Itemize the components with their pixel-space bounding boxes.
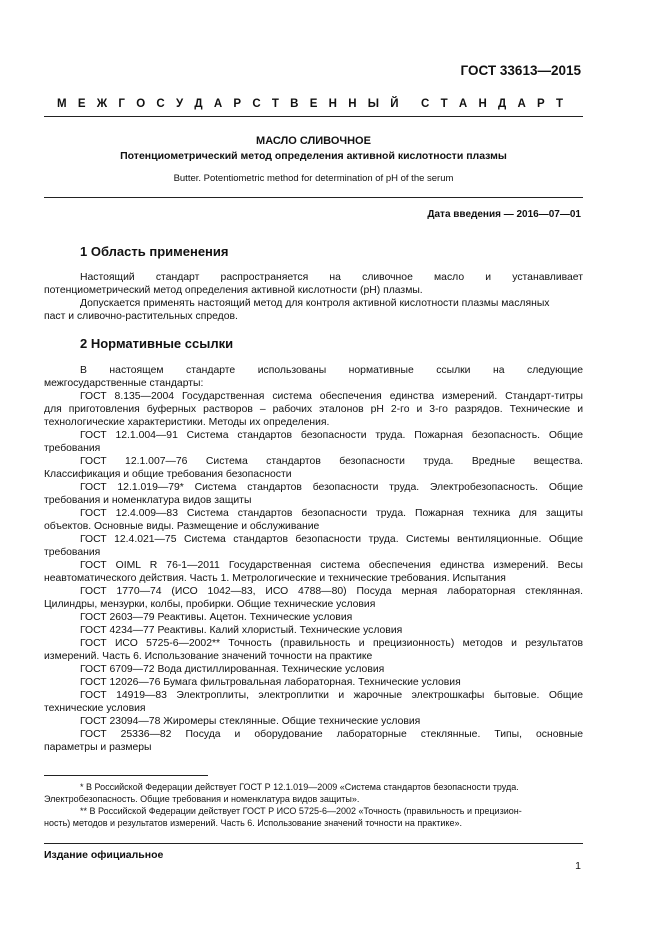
banner-letter: Т: [555, 98, 563, 110]
footnote-line: ность) методов и результатов измерений. Часть 6. Использование значений точности на практике».: [44, 818, 462, 828]
banner-letter: С: [252, 98, 261, 110]
reference-line: ГОСТ 12.1.019—79* Система стандартов безопасности труда. Электробезопасность. Общие: [80, 482, 583, 493]
reference-line: ГОСТ 23094—78 Жиромеры стеклянные. Общие технические условия: [80, 716, 421, 727]
reference-line: ГОСТ 6709—72 Вода дистиллированная. Технические условия: [80, 664, 385, 675]
banner-letter: Е: [309, 98, 318, 110]
section-1-body: [44, 271, 583, 323]
banner-letter: А: [458, 98, 468, 110]
banner-letter: О: [136, 98, 146, 110]
banner-letter: Н: [348, 98, 357, 110]
banner-letter: Д: [498, 98, 507, 110]
banner-letter: У: [175, 98, 184, 110]
reference-line: параметры и размеры: [44, 742, 152, 753]
page-number: 1: [575, 860, 581, 872]
reference-line: требования и номенклатура видов защиты: [44, 495, 252, 506]
section-2-body: [44, 364, 583, 754]
reference-line: ГОСТ 25336—82 Посуда и оборудование лабораторные стеклянные. Типы, основные: [80, 729, 583, 740]
banner-letter: Ы: [367, 98, 380, 110]
header-rule: [44, 116, 583, 117]
reference-line: ГОСТ 12.1.004—91 Система стандартов безопасности труда. Пожарная безопасность. Общие: [80, 430, 583, 441]
reference-line: объектов. Основные виды. Размещение и обслуживание: [44, 521, 320, 532]
edition-label: Издание официальное: [44, 849, 164, 861]
banner-letter: Г: [118, 98, 125, 110]
footer-rule: [44, 843, 583, 844]
reference-line: Классификация и общие требования безопасности: [44, 469, 292, 480]
reference-line: для приготовления буферных растворов – рабочих эталонов рН 2-го и 3-го разрядов. Технические и: [44, 404, 583, 415]
reference-line: ГОСТ OIML R 76-1—2011 Государственная система обеспечения единства измерений. Весы: [80, 560, 583, 571]
reference-line: технические условия: [44, 703, 146, 714]
text-line: Допускается применять настоящий метод для контроля активной кислотности плазмы масляных: [80, 298, 550, 309]
reference-line: ГОСТ 4234—77 Реактивы. Калий хлористый. Технические условия: [80, 625, 403, 636]
footnotes: [44, 781, 583, 829]
reference-line: ГОСТ 14919—83 Электроплиты, электроплитки и жарочные электрошкафы бытовые. Общие: [80, 690, 583, 701]
banner-letter: С: [156, 98, 165, 110]
reference-line: неавтоматического действия. Часть 1. Метрологические и технические требования. Испытания: [44, 573, 506, 584]
banner-letter: Н: [328, 98, 337, 110]
banner-letter: Е: [77, 98, 86, 110]
standard-type-banner: [57, 98, 563, 110]
banner-letter: Р: [233, 98, 242, 110]
doc-subtitle: Потенциометрический метод определения активной кислотности плазмы: [120, 150, 507, 162]
section-2-heading: 2 Нормативные ссылки: [80, 336, 234, 351]
footnote-line: Электробезопасность. Общие требования и номенклатура видов защиты».: [44, 794, 360, 804]
reference-line: требования: [44, 443, 101, 454]
reference-line: требования: [44, 547, 101, 558]
reference-line: ГОСТ 2603—79 Реактивы. Ацетон. Технические условия: [80, 612, 353, 623]
reference-line: ГОСТ ИСО 5725-6—2002** Точность (правильность и прецизионность) методов и результатов: [80, 638, 583, 649]
banner-letter: А: [213, 98, 223, 110]
reference-line: В настоящем стандарте использованы нормативные ссылки на следующие: [80, 365, 583, 376]
reference-line: ГОСТ 12.1.007—76 Система стандартов безопасности труда. Вредные вещества.: [80, 456, 583, 467]
banner-letter: Т: [440, 98, 448, 110]
reference-line: межгосударственные стандарты:: [44, 378, 204, 389]
footnote-separator: [44, 775, 208, 776]
banner-letter: М: [57, 98, 67, 110]
reference-line: ГОСТ 12026—76 Бумага фильтровальная лабораторная. Технические условия: [80, 677, 461, 688]
banner-letter: Н: [478, 98, 487, 110]
reference-line: Цилиндры, мензурки, колбы, пробирки. Общие технические условия: [44, 599, 376, 610]
banner-letter: А: [517, 98, 526, 110]
doc-title: МАСЛО СЛИВОЧНОЕ: [256, 135, 371, 147]
text-line: Настоящий стандарт распространяется на сливочное масло и устанавливает: [80, 272, 583, 283]
banner-letter: Ж: [96, 98, 108, 110]
banner-letter: Д: [194, 98, 203, 110]
text-line: потенциометрический метод определения активной кислотности (рН) плазмы.: [44, 285, 423, 296]
reference-line: ГОСТ 12.4.009—83 Система стандартов безопасности труда. Пожарная техника для защиты: [80, 508, 583, 519]
banner-letter: Й: [390, 98, 399, 110]
banner-letter: С: [421, 98, 430, 110]
doc-title-english: Butter. Potentiometric method for determination of pH of the serum: [173, 173, 454, 184]
footnote-line: * В Российской Федерации действует ГОСТ Р 12.1.019—2009 «Система стандартов безопасности труда.: [80, 782, 519, 792]
section-1-heading: 1 Область применения: [80, 244, 229, 259]
reference-line: измерений. Часть 6. Использование значений точности на практике: [44, 651, 373, 662]
banner-letter: Р: [537, 98, 545, 110]
reference-line: ГОСТ 8.135—2004 Государственная система обеспечения единства измерений. Стандарт-титры: [80, 391, 583, 402]
reference-line: ГОСТ 12.4.021—75 Система стандартов безопасности труда. Системы вентиляционные. Общие: [80, 534, 583, 545]
title-rule: [44, 197, 583, 198]
intro-date: Дата введения — 2016—07—01: [427, 209, 581, 220]
text-line: паст и сливочно-растительных спредов.: [44, 311, 238, 322]
banner-letter: В: [290, 98, 299, 110]
footnote-line: ** В Российской Федерации действует ГОСТ Р ИСО 5725-6—2002 «Точность (правильность и прецизион-: [80, 806, 522, 816]
banner-letter: Т: [271, 98, 279, 110]
standard-code: ГОСТ 33613—2015: [460, 63, 581, 78]
reference-line: ГОСТ 1770—74 (ИСО 1042—83, ИСО 4788—80) Посуда мерная лабораторная стеклянная.: [80, 586, 583, 597]
reference-line: технологические характеристики. Методы их определения.: [44, 417, 330, 428]
